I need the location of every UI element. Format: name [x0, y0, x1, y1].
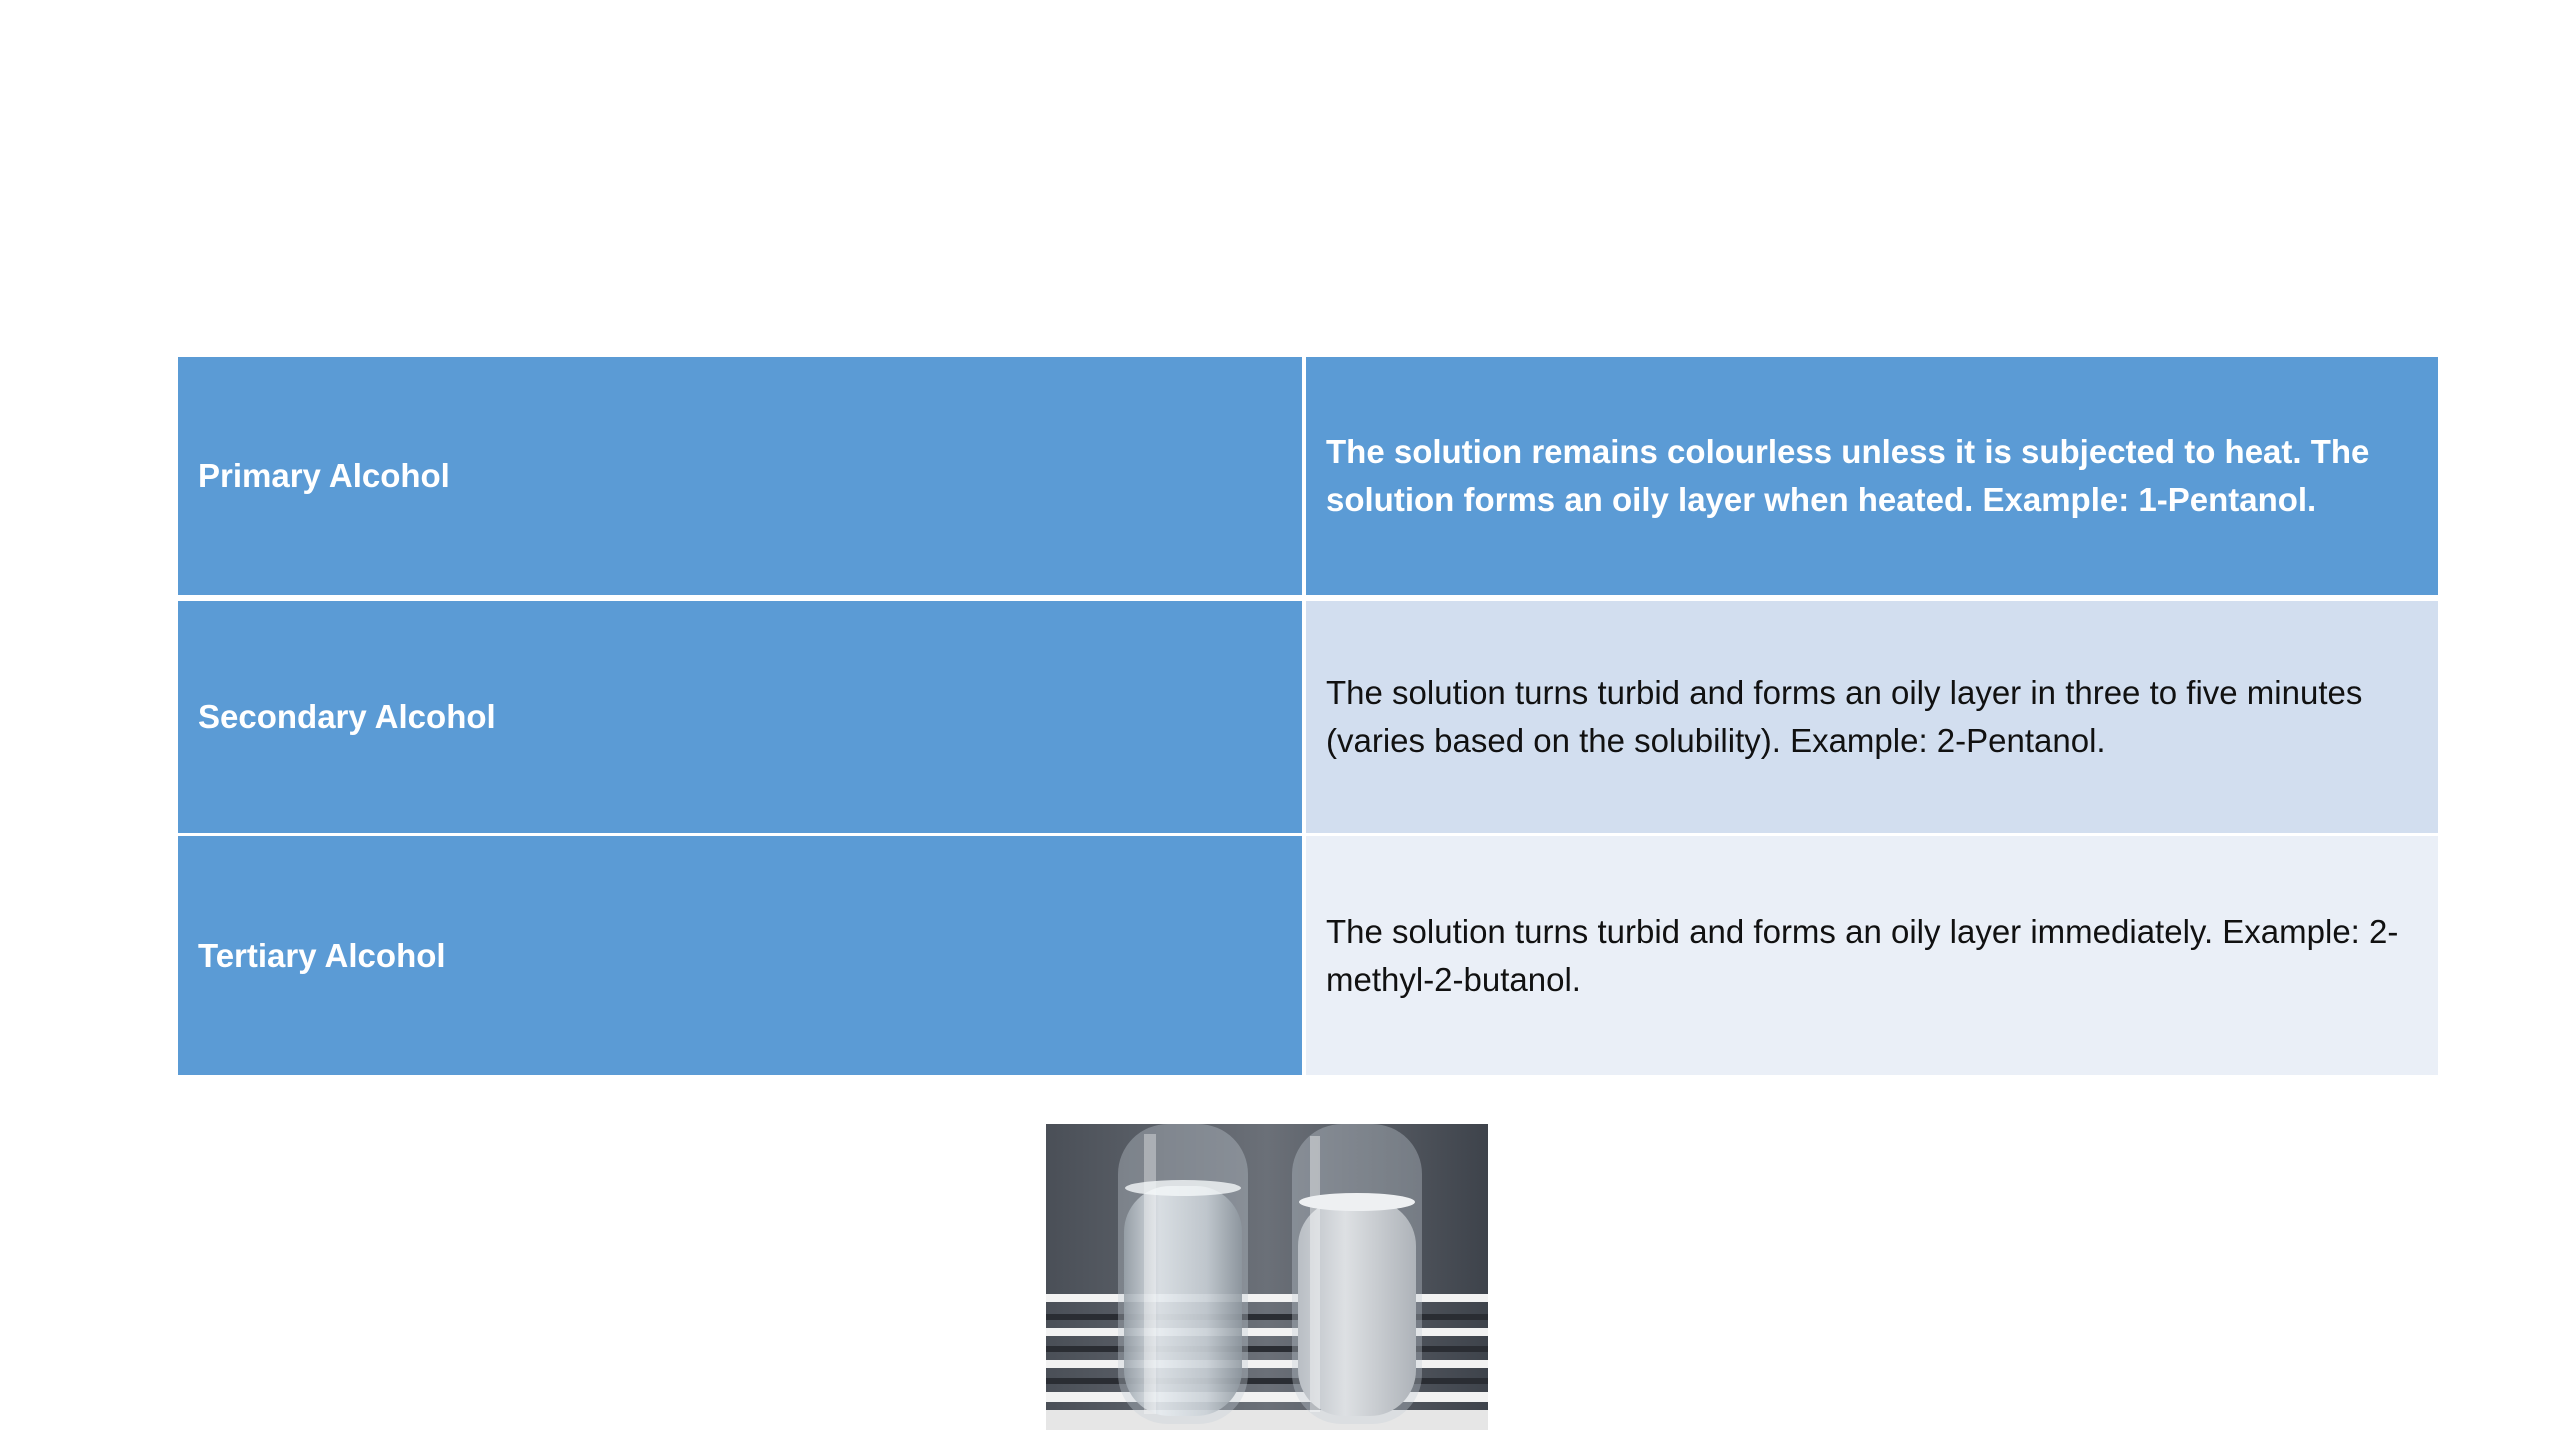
turbid-test-tube: [1292, 1124, 1422, 1424]
row-description-text: The solution turns turbid and forms an oily layer in three to five minutes (varies based on the solubility). Example: 2-Pentanol.: [1326, 674, 2363, 759]
table-row-description-secondary: [1306, 595, 2438, 833]
table-row-label-secondary: [178, 595, 1306, 833]
row-label-text: Secondary Alcohol: [198, 698, 496, 735]
lucas-test-table: [178, 357, 2438, 1075]
row-label-text: Primary Alcohol: [198, 457, 450, 494]
table-row-label-primary: [178, 357, 1306, 595]
table-row-description-primary: [1306, 357, 2438, 595]
row-description-text: The solution remains colourless unless it is subjected to heat. The solution forms an oily layer when heated. Example: 1-Pentanol.: [1326, 433, 2370, 518]
row-description-text: The solution turns turbid and forms an oily layer immediately. Example: 2-methyl-2-butanol.: [1326, 912, 2399, 998]
row-label-text: Tertiary Alcohol: [198, 936, 446, 974]
clear-test-tube: [1118, 1124, 1248, 1424]
table-row-description-tertiary: [1306, 833, 2438, 1075]
test-tubes-photo: [1046, 1124, 1488, 1430]
table-row-label-tertiary: [178, 833, 1306, 1075]
test-tubes-illustration: [1046, 1124, 1488, 1430]
